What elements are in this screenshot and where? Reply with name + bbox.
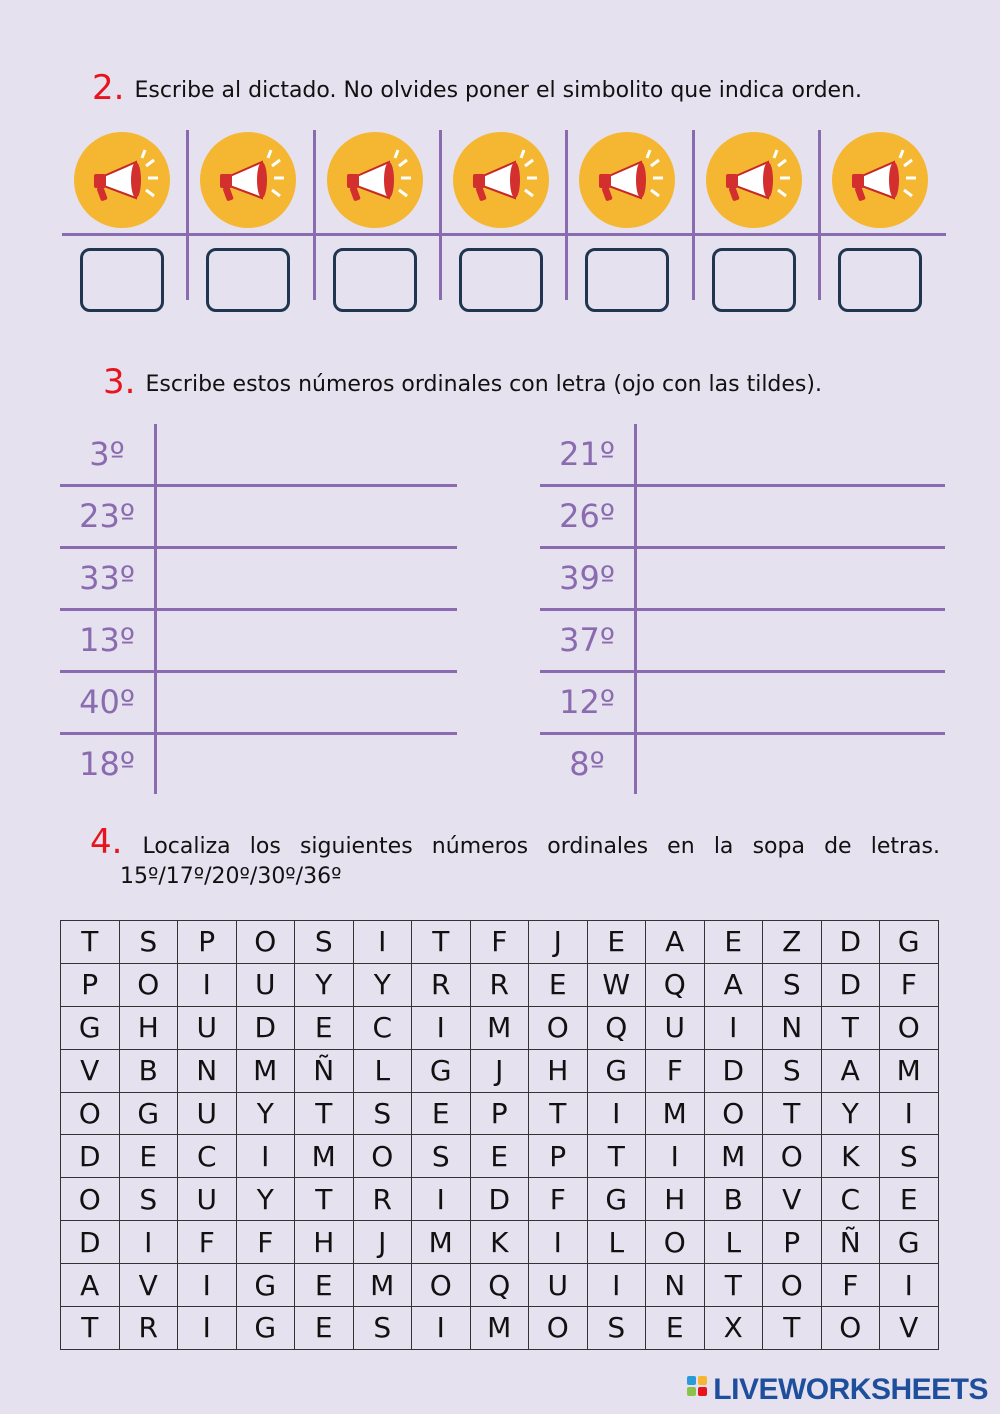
grid-letter[interactable]: Y <box>353 963 412 1006</box>
grid-letter[interactable]: I <box>353 921 412 964</box>
grid-letter[interactable]: S <box>119 1178 178 1221</box>
dictation-grid <box>62 128 946 318</box>
grid-letter[interactable]: V <box>119 1264 178 1307</box>
grid-letter[interactable]: Y <box>236 1092 295 1135</box>
grid-divider <box>439 130 442 300</box>
grid-letter[interactable]: J <box>529 921 588 964</box>
grid-letter[interactable]: M <box>880 1049 939 1092</box>
grid-letter[interactable]: I <box>412 1006 471 1049</box>
grid-row <box>61 1092 939 1135</box>
grid-letter[interactable]: F <box>178 1221 237 1264</box>
logo-mark-icon <box>687 1376 709 1404</box>
grid-letter[interactable]: M <box>470 1307 529 1350</box>
grid-letter[interactable]: G <box>880 1221 939 1264</box>
grid-letter[interactable]: S <box>763 1049 822 1092</box>
dictation-cell <box>694 128 814 318</box>
grid-letter[interactable]: N <box>763 1006 822 1049</box>
section-2-title <box>92 68 862 108</box>
grid-letter[interactable]: B <box>704 1178 763 1221</box>
grid-letter[interactable]: R <box>470 963 529 1006</box>
grid-letter[interactable]: D <box>821 963 880 1006</box>
grid-letter[interactable]: G <box>61 1006 120 1049</box>
grid-letter[interactable]: M <box>470 1006 529 1049</box>
grid-letter[interactable]: Y <box>295 963 354 1006</box>
ordinal-answer-input[interactable] <box>640 674 943 732</box>
grid-row <box>61 1221 939 1264</box>
ordinal-answer-input[interactable] <box>160 612 455 670</box>
grid-letter[interactable]: S <box>353 1092 412 1135</box>
grid-letter[interactable]: J <box>470 1049 529 1092</box>
grid-letter[interactable]: V <box>61 1049 120 1092</box>
grid-letter[interactable]: I <box>178 1264 237 1307</box>
grid-letter[interactable]: H <box>119 1006 178 1049</box>
grid-letter[interactable]: I <box>646 1135 705 1178</box>
grid-letter[interactable]: N <box>178 1049 237 1092</box>
section-instruction: Localiza los siguientes números ordinales en la sopa de letras. <box>142 834 940 859</box>
liveworksheets-logo <box>687 1372 988 1408</box>
grid-letter[interactable]: M <box>353 1264 412 1307</box>
section-3-title <box>103 362 822 402</box>
megaphone-icon[interactable] <box>327 132 423 228</box>
grid-letter[interactable]: O <box>236 921 295 964</box>
grid-letter[interactable]: A <box>821 1049 880 1092</box>
word-search-grid <box>60 920 939 1350</box>
dictation-cell <box>820 128 940 318</box>
grid-letter[interactable]: K <box>821 1135 880 1178</box>
grid-letter[interactable]: X <box>704 1307 763 1350</box>
grid-letter[interactable]: Q <box>646 963 705 1006</box>
grid-letter[interactable]: Z <box>763 921 822 964</box>
grid-letter[interactable]: I <box>412 1178 471 1221</box>
grid-letter[interactable]: M <box>704 1135 763 1178</box>
grid-letter[interactable]: I <box>119 1221 178 1264</box>
grid-letter[interactable]: I <box>880 1092 939 1135</box>
grid-letter[interactable]: L <box>353 1049 412 1092</box>
ordinal-answer-input[interactable] <box>160 674 455 732</box>
grid-letter[interactable]: P <box>178 921 237 964</box>
grid-row <box>61 1178 939 1221</box>
grid-letter[interactable]: T <box>704 1264 763 1307</box>
grid-letter[interactable]: F <box>646 1049 705 1092</box>
grid-letter[interactable]: R <box>412 963 471 1006</box>
dictation-cell <box>62 128 182 318</box>
grid-letter[interactable]: J <box>353 1221 412 1264</box>
grid-letter[interactable]: H <box>529 1049 588 1092</box>
megaphone-icon[interactable] <box>74 132 170 228</box>
grid-letter[interactable]: A <box>704 963 763 1006</box>
grid-letter[interactable]: N <box>646 1264 705 1307</box>
grid-letter[interactable]: L <box>704 1221 763 1264</box>
grid-letter[interactable]: E <box>119 1135 178 1178</box>
grid-letter[interactable]: S <box>353 1307 412 1350</box>
grid-letter[interactable]: U <box>236 963 295 1006</box>
grid-letter[interactable]: S <box>295 921 354 964</box>
grid-letter[interactable]: C <box>353 1006 412 1049</box>
megaphone-icon[interactable] <box>453 132 549 228</box>
grid-row <box>61 1264 939 1307</box>
grid-letter[interactable]: L <box>587 1221 646 1264</box>
grid-letter[interactable]: O <box>61 1178 120 1221</box>
grid-letter[interactable]: O <box>119 963 178 1006</box>
grid-row <box>61 1006 939 1049</box>
grid-letter[interactable]: V <box>763 1178 822 1221</box>
grid-letter[interactable]: S <box>880 1135 939 1178</box>
grid-letter[interactable]: O <box>821 1307 880 1350</box>
grid-letter[interactable]: G <box>587 1178 646 1221</box>
grid-letter[interactable]: U <box>646 1006 705 1049</box>
grid-letter[interactable]: D <box>61 1135 120 1178</box>
grid-letter[interactable]: E <box>295 1006 354 1049</box>
ordinal-answer-input[interactable] <box>640 550 943 608</box>
grid-letter[interactable]: T <box>61 921 120 964</box>
grid-divider <box>692 130 695 300</box>
grid-letter[interactable]: H <box>295 1221 354 1264</box>
grid-letter[interactable]: P <box>61 963 120 1006</box>
grid-letter[interactable]: E <box>529 963 588 1006</box>
grid-letter[interactable]: D <box>236 1006 295 1049</box>
grid-letter[interactable]: T <box>61 1307 120 1350</box>
section-instruction: Escribe estos números ordinales con letra (ojo con las tildes). <box>145 372 822 397</box>
grid-letter[interactable]: O <box>412 1264 471 1307</box>
grid-letter[interactable]: E <box>587 921 646 964</box>
grid-letter[interactable]: T <box>412 921 471 964</box>
section-number: 3. <box>103 362 136 402</box>
grid-letter[interactable]: Y <box>821 1092 880 1135</box>
grid-letter[interactable]: D <box>61 1221 120 1264</box>
grid-letter[interactable]: R <box>353 1178 412 1221</box>
grid-letter[interactable]: T <box>529 1092 588 1135</box>
answer-box[interactable] <box>80 248 164 312</box>
answer-box[interactable] <box>838 248 922 312</box>
grid-letter[interactable]: T <box>763 1307 822 1350</box>
grid-letter[interactable]: M <box>412 1221 471 1264</box>
grid-letter[interactable]: G <box>236 1264 295 1307</box>
grid-letter[interactable]: Q <box>470 1264 529 1307</box>
grid-letter[interactable]: Ñ <box>821 1221 880 1264</box>
grid-letter[interactable]: O <box>353 1135 412 1178</box>
answer-box[interactable] <box>459 248 543 312</box>
grid-letter[interactable]: M <box>236 1049 295 1092</box>
grid-divider <box>565 130 568 300</box>
grid-letter[interactable]: E <box>880 1178 939 1221</box>
megaphone-icon[interactable] <box>579 132 675 228</box>
grid-letter[interactable]: I <box>704 1006 763 1049</box>
ordinal-answer-input[interactable] <box>640 426 943 484</box>
grid-letter[interactable]: E <box>704 921 763 964</box>
grid-letter[interactable]: G <box>119 1092 178 1135</box>
grid-letter[interactable]: G <box>587 1049 646 1092</box>
grid-letter[interactable]: A <box>61 1264 120 1307</box>
section-instruction: Escribe al dictado. No olvides poner el simbolito que indica orden. <box>134 78 863 103</box>
grid-letter[interactable]: I <box>412 1307 471 1350</box>
grid-letter[interactable]: G <box>880 921 939 964</box>
grid-divider <box>186 130 189 300</box>
ordinal-answer-input[interactable] <box>640 612 943 670</box>
dictation-cell <box>188 128 308 318</box>
dictation-cell <box>441 128 561 318</box>
grid-row <box>61 1135 939 1178</box>
grid-letter[interactable]: R <box>119 1307 178 1350</box>
grid-letter[interactable]: F <box>529 1178 588 1221</box>
answer-box[interactable] <box>333 248 417 312</box>
ordinal-label: 18º <box>79 745 135 783</box>
grid-letter[interactable]: A <box>646 921 705 964</box>
grid-letter[interactable]: E <box>295 1264 354 1307</box>
grid-letter[interactable]: B <box>119 1049 178 1092</box>
grid-letter[interactable]: S <box>587 1307 646 1350</box>
grid-letter[interactable]: I <box>587 1092 646 1135</box>
ordinal-table-left <box>60 424 460 794</box>
grid-letter[interactable]: O <box>763 1264 822 1307</box>
grid-letter[interactable]: M <box>646 1092 705 1135</box>
grid-letter[interactable]: S <box>763 963 822 1006</box>
megaphone-icon[interactable] <box>706 132 802 228</box>
megaphone-icon[interactable] <box>200 132 296 228</box>
grid-letter[interactable]: O <box>646 1221 705 1264</box>
grid-letter[interactable]: Q <box>587 1006 646 1049</box>
grid-letter[interactable]: K <box>470 1221 529 1264</box>
grid-letter[interactable]: O <box>529 1307 588 1350</box>
grid-letter[interactable]: C <box>178 1135 237 1178</box>
ordinal-answer-input[interactable] <box>160 488 455 546</box>
grid-letter[interactable]: U <box>178 1092 237 1135</box>
grid-letter[interactable]: Y <box>236 1178 295 1221</box>
grid-letter[interactable]: O <box>704 1092 763 1135</box>
grid-letter[interactable]: E <box>646 1307 705 1350</box>
grid-letter[interactable]: T <box>763 1092 822 1135</box>
grid-letter[interactable]: I <box>880 1264 939 1307</box>
grid-letter[interactable]: O <box>763 1135 822 1178</box>
grid-divider <box>313 130 316 300</box>
grid-letter[interactable]: U <box>178 1178 237 1221</box>
grid-letter[interactable]: H <box>646 1178 705 1221</box>
ordinal-answer-input[interactable] <box>160 736 455 794</box>
grid-row <box>61 921 939 964</box>
target-ordinals: 15º/17º/20º/30º/36º <box>120 864 342 889</box>
grid-letter[interactable]: I <box>529 1221 588 1264</box>
answer-box[interactable] <box>206 248 290 312</box>
ordinal-label: 13º <box>79 621 135 659</box>
ordinal-label: 23º <box>79 497 135 535</box>
ordinal-label: 40º <box>79 683 135 721</box>
grid-letter[interactable]: Ñ <box>295 1049 354 1092</box>
grid-letter[interactable]: P <box>529 1135 588 1178</box>
grid-row <box>61 963 939 1006</box>
grid-letter[interactable]: M <box>295 1135 354 1178</box>
ordinal-label: 39º <box>559 559 615 597</box>
section-4-title <box>90 822 940 889</box>
dictation-cell <box>315 128 435 318</box>
grid-letter[interactable]: O <box>880 1006 939 1049</box>
ordinal-label: 21º <box>559 435 615 473</box>
grid-letter[interactable]: U <box>178 1006 237 1049</box>
ordinal-answer-input[interactable] <box>160 426 455 484</box>
ordinal-label: 33º <box>79 559 135 597</box>
grid-row <box>61 1049 939 1092</box>
grid-letter[interactable]: T <box>587 1135 646 1178</box>
ordinal-label: 37º <box>559 621 615 659</box>
grid-letter[interactable]: W <box>587 963 646 1006</box>
megaphone-icon[interactable] <box>832 132 928 228</box>
grid-letter[interactable]: S <box>412 1135 471 1178</box>
grid-letter[interactable]: I <box>178 963 237 1006</box>
grid-letter[interactable]: S <box>119 921 178 964</box>
grid-letter[interactable]: I <box>587 1264 646 1307</box>
ordinal-answer-input[interactable] <box>160 550 455 608</box>
ordinal-answer-input[interactable] <box>640 736 943 794</box>
ordinal-label: 26º <box>559 497 615 535</box>
ordinal-table-right <box>540 424 945 794</box>
grid-letter[interactable]: T <box>295 1178 354 1221</box>
ordinal-label: 8º <box>569 745 605 783</box>
answer-box[interactable] <box>585 248 669 312</box>
grid-row <box>61 1307 939 1350</box>
grid-letter[interactable]: D <box>470 1178 529 1221</box>
grid-letter[interactable]: E <box>295 1307 354 1350</box>
grid-letter[interactable]: F <box>880 963 939 1006</box>
grid-letter[interactable]: O <box>61 1092 120 1135</box>
grid-letter[interactable]: G <box>236 1307 295 1350</box>
grid-letter[interactable]: E <box>470 1135 529 1178</box>
grid-letter[interactable]: I <box>178 1307 237 1350</box>
grid-letter[interactable]: U <box>529 1264 588 1307</box>
grid-letter[interactable]: T <box>821 1006 880 1049</box>
section-number: 2. <box>92 68 125 108</box>
ordinal-answer-input[interactable] <box>640 488 943 546</box>
grid-letter[interactable]: F <box>236 1221 295 1264</box>
ordinal-label: 12º <box>559 683 615 721</box>
ordinal-label: 3º <box>89 435 125 473</box>
grid-divider <box>818 130 821 300</box>
grid-letter[interactable]: D <box>704 1049 763 1092</box>
answer-box[interactable] <box>712 248 796 312</box>
logo-text: LIVEWORKSHEETS <box>713 1373 988 1406</box>
grid-letter[interactable]: P <box>470 1092 529 1135</box>
grid-letter[interactable]: V <box>880 1307 939 1350</box>
grid-letter[interactable]: I <box>236 1135 295 1178</box>
section-number: 4. <box>90 822 123 862</box>
grid-letter[interactable]: C <box>821 1178 880 1221</box>
grid-letter[interactable]: P <box>763 1221 822 1264</box>
grid-letter[interactable]: D <box>821 921 880 964</box>
grid-letter[interactable]: F <box>470 921 529 964</box>
grid-letter[interactable]: G <box>412 1049 471 1092</box>
grid-letter[interactable]: E <box>412 1092 471 1135</box>
dictation-cell <box>567 128 687 318</box>
grid-letter[interactable]: T <box>295 1092 354 1135</box>
grid-letter[interactable]: F <box>821 1264 880 1307</box>
grid-letter[interactable]: O <box>529 1006 588 1049</box>
